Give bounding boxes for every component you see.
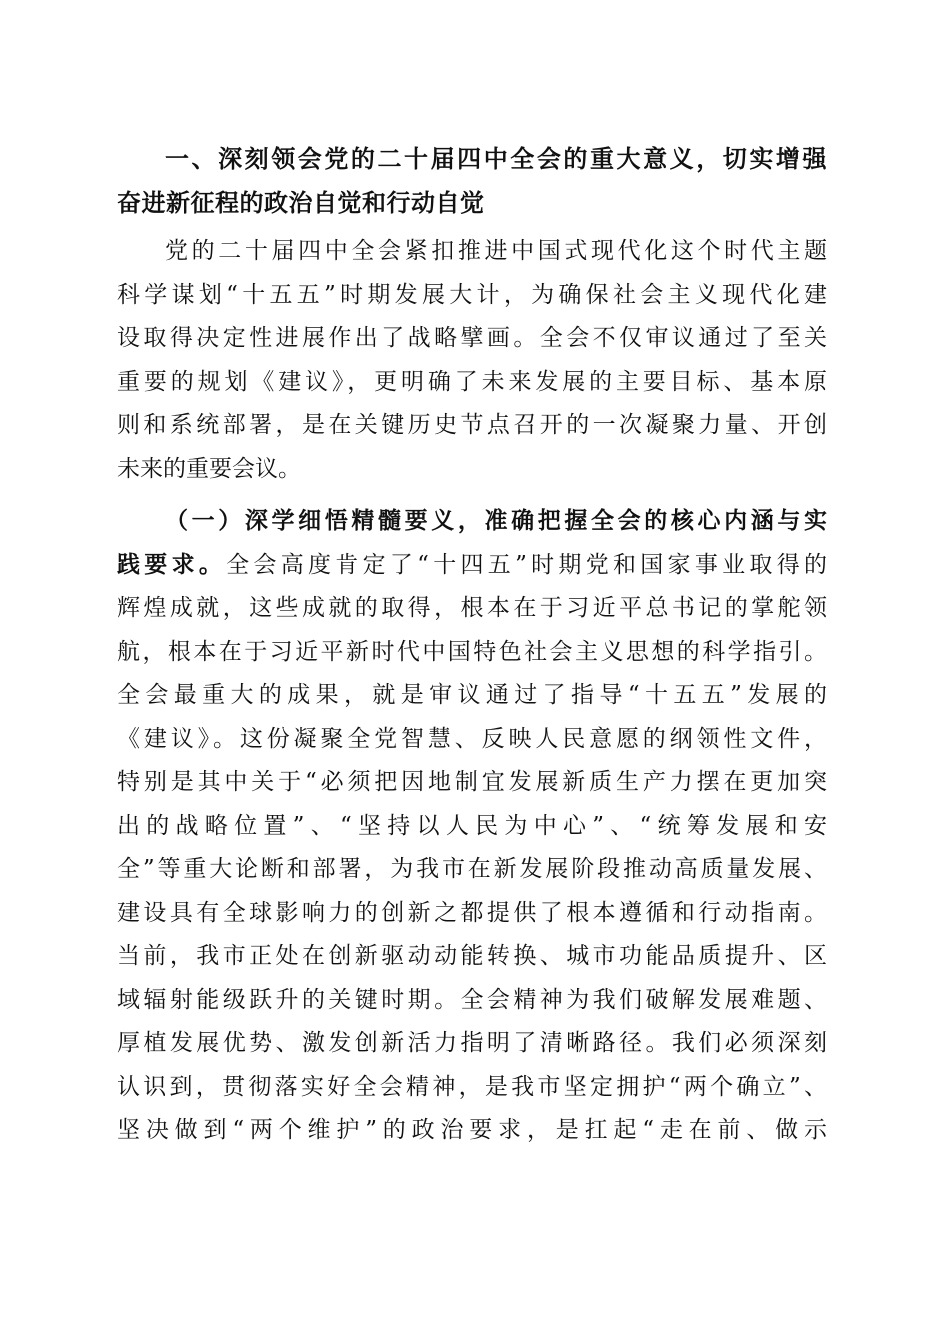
paragraph-1 xyxy=(117,230,827,491)
paragraph-line: 域辐射能级跃升的关键时期。全会精神为我们破解发展难题、 xyxy=(117,986,827,1013)
heading-line: 奋进新征程的政治自觉和行动自觉 xyxy=(117,188,485,217)
paragraph-line xyxy=(117,544,827,588)
subheading-line: （一）深学细悟精髓要义，准确把握全会的核心内涵与实 xyxy=(165,508,827,534)
paragraph-line: 未来的重要会议。 xyxy=(117,455,301,482)
paragraph-line: 全”等重大论断和部署，为我市在新发展阶段推动高质量发展、 xyxy=(117,856,827,882)
heading-line: 一、深刻领会党的二十届四中全会的重大意义，切实增强 xyxy=(165,145,827,173)
subheading-tail: 践要求。 xyxy=(117,551,227,578)
paragraph-line-rest: 全会高度肯定了“十四五”时期党和国家事业取得的 xyxy=(226,551,827,578)
paragraph-line: 科学谋划“十五五”时期发展大计，为确保社会主义现代化建 xyxy=(117,281,827,308)
paragraph-line: 特别是其中关于“必须把因地制宜发展新质生产力摆在更加突 xyxy=(117,769,827,795)
section-heading xyxy=(117,138,827,225)
paragraph-line: 出的战略位置”、“坚持以人民为中心”、“统筹发展和安 xyxy=(117,812,827,839)
paragraph-line: 厚植发展优势、激发创新活力指明了清晰路径。我们必须深刻 xyxy=(117,1030,827,1056)
paragraph-line: 党的二十届四中全会紧扣推进中国式现代化这个时代主题 xyxy=(165,238,827,264)
paragraph-line: 辉煌成就，这些成就的取得，根本在于习近平总书记的掌舵领 xyxy=(117,595,827,621)
paragraph-line: 重要的规划《建议》，更明确了未来发展的主要目标、基本原 xyxy=(117,368,827,395)
paragraph-line: 坚决做到“两个维护”的政治要求，是扛起“走在前、做示 xyxy=(117,1117,827,1143)
paragraph-line: 建设具有全球影响力的创新之都提供了根本遵循和行动指南。 xyxy=(117,899,827,926)
paragraph-line: 航，根本在于习近平新时代中国特色社会主义思想的科学指引。 xyxy=(117,638,827,665)
paragraph-line: 则和系统部署，是在关键历史节点召开的一次凝聚力量、开创 xyxy=(117,412,827,438)
paragraph-line: 当前，我市正处在创新驱动动能转换、城市功能品质提升、区 xyxy=(117,943,827,969)
paragraph-line: 全会最重大的成果，就是审议通过了指导“十五五”发展的 xyxy=(117,682,827,708)
paragraph-2 xyxy=(117,500,827,1153)
paragraph-line: 《建议》。这份凝聚全党智慧、反映人民意愿的纲领性文件， xyxy=(117,725,827,752)
paragraph-line: 认识到，贯彻落实好全会精神，是我市坚定拥护“两个确立”、 xyxy=(117,1073,827,1100)
paragraph-line: 设取得决定性进展作出了战略擘画。全会不仅审议通过了至关 xyxy=(117,325,827,351)
